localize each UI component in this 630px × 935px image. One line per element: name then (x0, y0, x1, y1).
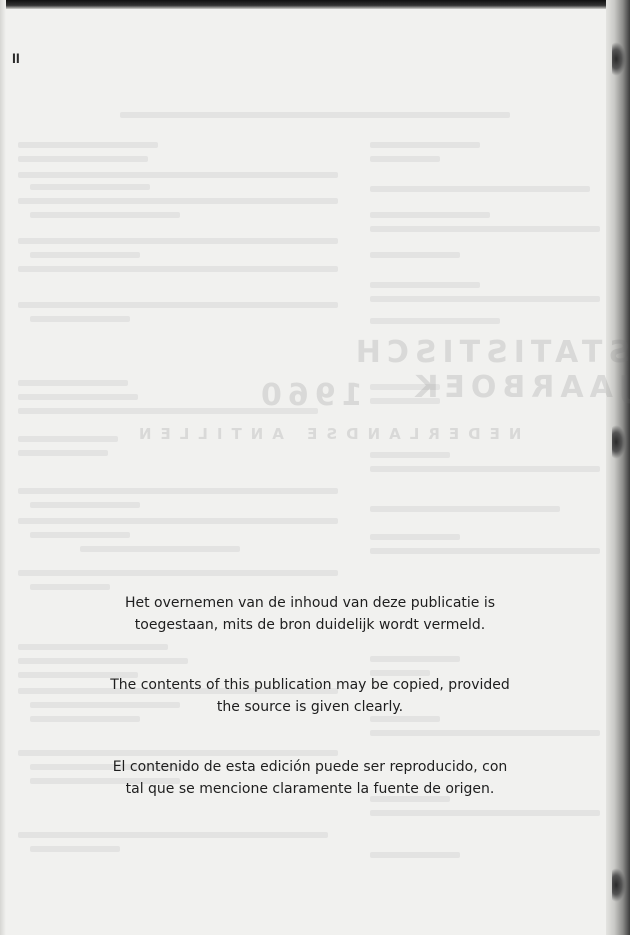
notice-dutch-line-1: Het overnemen van de inhoud van deze publicatie is (124, 595, 496, 611)
notice-english (100, 674, 520, 718)
notice-spanish (100, 756, 520, 800)
scan-left-edge (0, 0, 6, 935)
scanned-page: STATISTISCH JAARBOEK 1960 NEDERLANDSE ANTILLEN II Het overnemen van de inhoud van deze publicatie is toegestaan, mits de bron duidelijk wordt vermeld. The contents of this publication may be copied, provided the source is given clearly. El contenido de esta edición puede ser reproducido, con tal que se mencione claramente la fuente de origen. (0, 0, 630, 935)
notice-spanish-line-1: El contenido de esta edición puede ser reproducido, con (112, 759, 508, 775)
notice-spanish-line-2: tal que se mencione claramente la fuente de origen. (125, 781, 495, 797)
notice-dutch (100, 592, 520, 636)
binding-mark (612, 425, 626, 459)
binding-mark (612, 42, 626, 76)
notice-dutch-line-2: toegestaan, mits de bron duidelijk wordt vermeld. (134, 617, 486, 633)
notice-english-line-2: the source is given clearly. (216, 699, 404, 715)
scan-top-edge (0, 0, 630, 9)
scan-right-edge (606, 0, 630, 935)
page-number: II (12, 50, 20, 66)
binding-mark (612, 868, 626, 902)
notice-english-line-1: The contents of this publication may be copied, provided (110, 677, 510, 693)
